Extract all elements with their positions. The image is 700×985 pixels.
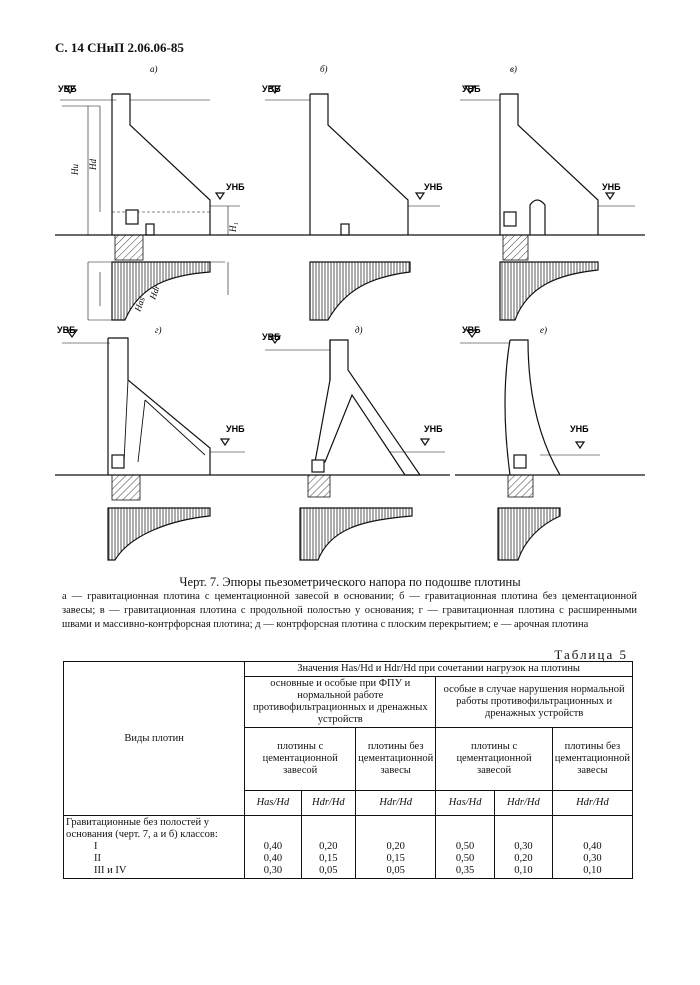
header-group-abnormal: особые в случае нарушения нормальной работы противофильтрационных и дренажных устройств bbox=[436, 677, 633, 728]
panel-a-label: а) bbox=[150, 64, 158, 74]
panel-f-label: е) bbox=[540, 325, 547, 335]
ratio-header: Hdr/Hd bbox=[552, 791, 632, 816]
panel-b bbox=[255, 86, 450, 320]
panel-d-downstream-label: УНБ bbox=[226, 424, 245, 434]
panel-a-downstream-label: УНБ bbox=[226, 182, 245, 192]
class-label: I bbox=[94, 841, 98, 852]
panel-f bbox=[455, 330, 645, 560]
row-heading bbox=[64, 816, 245, 879]
cell-value: 0,10 bbox=[583, 865, 602, 876]
panel-f-upstream-label: УВБ bbox=[462, 325, 481, 335]
header-values: Значения Has/Hd и Hdr/Hd при сочетании нагрузок на плотины bbox=[245, 662, 633, 677]
cell-value: 0,30 bbox=[583, 853, 602, 864]
value-column bbox=[301, 816, 356, 879]
cell-value: 0,20 bbox=[319, 841, 338, 852]
value-column bbox=[245, 816, 301, 879]
cell-value: 0,05 bbox=[386, 865, 405, 876]
cell-value: 0,15 bbox=[319, 853, 338, 864]
cell-value: 0,40 bbox=[263, 841, 283, 852]
header-group-normal: основные и особые при ФПУ и нормальной работе противофильтрационных и дренажных устройств bbox=[245, 677, 436, 728]
header-without-curtain-1: плотины без цементационной завесы bbox=[356, 728, 436, 791]
panel-e-upstream-label: УВБ bbox=[262, 332, 281, 342]
ratio-header: Has/Hd bbox=[245, 791, 301, 816]
panel-c bbox=[450, 86, 645, 320]
cell-value: 0,30 bbox=[263, 865, 283, 876]
panel-b-label: б) bbox=[320, 64, 328, 74]
class-label: III и IV bbox=[94, 865, 127, 876]
cell-value: 0,40 bbox=[583, 841, 602, 852]
cell-value: 0,40 bbox=[263, 853, 283, 864]
panel-f-downstream-label: УНБ bbox=[570, 424, 589, 434]
panel-c-downstream-label: УНБ bbox=[602, 182, 621, 192]
panel-e bbox=[255, 336, 450, 560]
value-column bbox=[356, 816, 436, 879]
panel-d-label: г) bbox=[155, 325, 162, 335]
table-5 bbox=[63, 661, 633, 879]
row-heading-text: Гравитационные без полостей у основания (черт. 7, а и б) классов: bbox=[66, 817, 218, 840]
panel-e-label: д) bbox=[355, 325, 363, 335]
value-column bbox=[494, 816, 552, 879]
label-hu: Hu bbox=[70, 164, 80, 175]
label-hdr: Hdr bbox=[147, 283, 162, 301]
ratio-header: Hdr/Hd bbox=[494, 791, 552, 816]
cell-value: 0,50 bbox=[455, 841, 475, 852]
ratio-header: Hdr/Hd bbox=[356, 791, 436, 816]
header-without-curtain-2: плотины без цементационной завесы bbox=[552, 728, 632, 791]
ratio-header: Has/Hd bbox=[436, 791, 495, 816]
value-column bbox=[436, 816, 495, 879]
cell-value: 0,30 bbox=[514, 841, 533, 852]
panel-a-upstream-label: УВБ bbox=[58, 84, 77, 94]
header-with-curtain-2: плотины с цементационной завесой bbox=[436, 728, 553, 791]
figure-legend: а — гравитационная плотина с цементационной завесой в основании; б — гравитационная плотина без цементационной завесы; в — гравитационная плотина с продольной полостью у основания; г — гравитационная плотина с расширенными швами и массивно-контрфорсная плотина; д — контрфорсная плотина с плоским перекрытием; е — арочная плотина bbox=[62, 591, 637, 630]
label-has: Has bbox=[132, 295, 147, 313]
cell-value: 0,05 bbox=[319, 865, 338, 876]
header-dam-types: Виды плотин bbox=[64, 662, 245, 816]
value-column bbox=[552, 816, 632, 879]
panel-c-label: в) bbox=[510, 64, 517, 74]
cell-value: 0,10 bbox=[514, 865, 533, 876]
class-label: II bbox=[94, 853, 101, 864]
cell-value: 0,15 bbox=[386, 853, 405, 864]
cell-value: 0,50 bbox=[455, 853, 475, 864]
table-title: Таблица 5 bbox=[554, 647, 628, 662]
cell-value: 0,20 bbox=[514, 853, 533, 864]
panel-d bbox=[55, 330, 255, 560]
cell-value: 0,20 bbox=[386, 841, 405, 852]
panel-e-downstream-label: УНБ bbox=[424, 424, 443, 434]
header-with-curtain-1: плотины с цементационной завесой bbox=[245, 728, 356, 791]
label-hd: Hd bbox=[88, 159, 98, 170]
figure-caption: Черт. 7. Эпюры пьезометрического напора по подошве плотины bbox=[179, 575, 521, 589]
cell-value: 0,35 bbox=[455, 865, 475, 876]
label-h1: H₁ bbox=[228, 222, 238, 232]
panel-b-downstream-label: УНБ bbox=[424, 182, 443, 192]
ratio-header: Hdr/Hd bbox=[301, 791, 356, 816]
panel-b-upstream-label: УВБ bbox=[262, 84, 281, 94]
panel-c-upstream-label: УВБ bbox=[462, 84, 481, 94]
panel-d-upstream-label: УВБ bbox=[57, 325, 76, 335]
page-header: С. 14 СНиП 2.06.06-85 bbox=[55, 40, 184, 55]
